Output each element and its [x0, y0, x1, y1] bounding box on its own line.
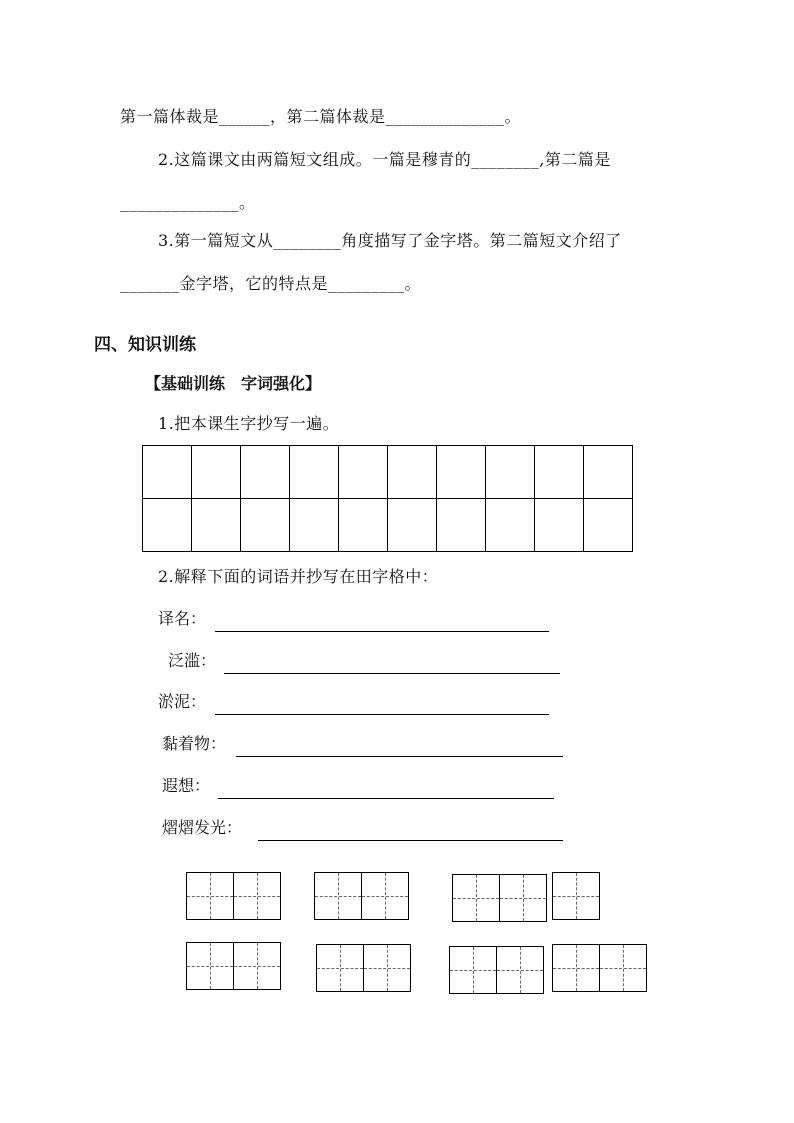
grid-cell[interactable]: [486, 446, 535, 499]
grid-cell[interactable]: [388, 499, 437, 552]
answer-line[interactable]: [258, 840, 563, 841]
text-line-1: 第一篇体裁是______，第二篇体裁是______________。: [120, 107, 522, 126]
grid-cell[interactable]: [290, 446, 339, 499]
tian-grid-1: [186, 872, 281, 920]
tian-cell[interactable]: [314, 872, 362, 920]
word-label: 泛滥：: [168, 651, 217, 670]
text-line-4: 3.第一篇短文从________角度描写了金字塔。第二篇短文介绍了: [158, 231, 622, 250]
tian-cell[interactable]: [186, 942, 234, 990]
grid-cell[interactable]: [143, 499, 192, 552]
grid-cell[interactable]: [437, 499, 486, 552]
word-row-4: [162, 733, 226, 755]
tian-cell[interactable]: [449, 946, 497, 994]
grid-cell[interactable]: [241, 499, 290, 552]
tian-cell[interactable]: [233, 942, 281, 990]
grid-cell[interactable]: [192, 499, 241, 552]
text-line-3: ______________。: [120, 193, 256, 212]
grid-cell[interactable]: [241, 446, 290, 499]
grid-cell[interactable]: [388, 446, 437, 499]
grid-cell[interactable]: [535, 446, 584, 499]
tian-grid-3: [452, 874, 547, 922]
tian-grid-7: [449, 946, 544, 994]
answer-line[interactable]: [236, 756, 563, 757]
section-title: 四、知识训练: [94, 335, 196, 355]
tian-grid-6: [316, 944, 411, 992]
word-row-3: [158, 691, 206, 713]
tian-cell[interactable]: [233, 872, 281, 920]
grid-cell[interactable]: [584, 446, 633, 499]
text-line-5: _______金字塔，它的特点是_________。: [120, 274, 422, 293]
answer-line[interactable]: [218, 798, 554, 799]
grid-cell[interactable]: [339, 499, 388, 552]
word-row-5: [162, 775, 210, 797]
grid-cell[interactable]: [290, 499, 339, 552]
word-row-2: [168, 650, 216, 672]
tian-cell[interactable]: [496, 946, 544, 994]
question-1: 1.把本课生字抄写一遍。: [158, 414, 340, 433]
grid-cell[interactable]: [584, 499, 633, 552]
word-label: 熠熠发光：: [162, 818, 243, 837]
subsection-title: 【基础训练 字词强化】: [145, 374, 322, 393]
grid-cell[interactable]: [486, 499, 535, 552]
grid-cell[interactable]: [339, 446, 388, 499]
grid-cell[interactable]: [143, 446, 192, 499]
tian-cell[interactable]: [599, 944, 647, 992]
tian-cell[interactable]: [363, 944, 411, 992]
tian-cell[interactable]: [499, 874, 547, 922]
word-label: 遐想：: [162, 776, 211, 795]
tian-cell[interactable]: [552, 944, 600, 992]
copy-grid: [142, 445, 633, 552]
text-line-2: 2.这篇课文由两篇短文组成。一篇是穆青的________,第二篇是: [158, 150, 611, 169]
grid-cell[interactable]: [192, 446, 241, 499]
tian-grid-4: [552, 872, 600, 920]
word-label: 黏着物：: [162, 734, 227, 753]
tian-cell[interactable]: [186, 872, 234, 920]
grid-cell[interactable]: [535, 499, 584, 552]
word-row-6: [162, 817, 242, 839]
tian-cell[interactable]: [361, 872, 409, 920]
tian-grid-8: [552, 944, 647, 992]
word-row-1: [158, 608, 206, 630]
word-label: 译名：: [158, 609, 207, 628]
tian-grid-5: [186, 942, 281, 990]
tian-grid-2: [314, 872, 409, 920]
answer-line[interactable]: [215, 714, 549, 715]
question-2: 2.解释下面的词语并抄写在田字格中：: [158, 567, 439, 586]
tian-cell[interactable]: [552, 872, 600, 920]
answer-line[interactable]: [224, 673, 560, 674]
tian-cell[interactable]: [452, 874, 500, 922]
answer-line[interactable]: [215, 631, 549, 632]
tian-cell[interactable]: [316, 944, 364, 992]
grid-cell[interactable]: [437, 446, 486, 499]
word-label: 淤泥：: [158, 692, 207, 711]
